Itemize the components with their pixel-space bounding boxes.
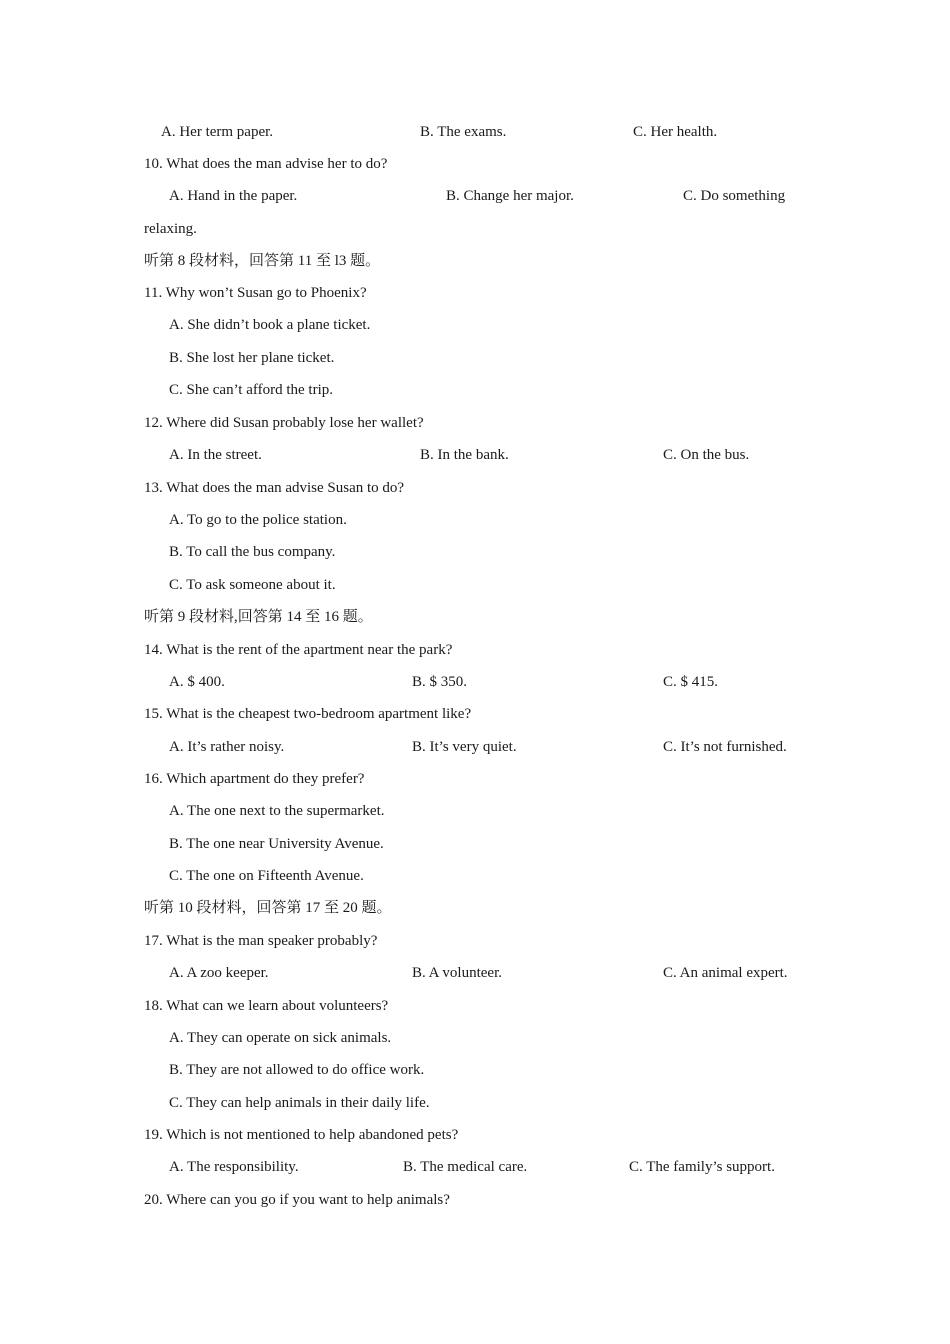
question-16: 16. Which apartment do they prefer? xyxy=(144,771,365,787)
q14-option-c: C. $ 415. xyxy=(663,674,719,690)
q14-option-a: A. $ 400. xyxy=(169,674,225,690)
q18-option-b: B. They are not allowed to do office work. xyxy=(169,1062,425,1078)
q15-option-a: A. It’s rather noisy. xyxy=(169,739,285,755)
q17-option-c: C. An animal expert. xyxy=(663,965,788,981)
question-15: 15. What is the cheapest two-bedroom apartment like? xyxy=(144,706,472,722)
section-9-heading: 听第 9 段材料,回答第 14 至 16 题。 xyxy=(144,609,373,625)
q19-option-b: B. The medical care. xyxy=(403,1159,528,1175)
q13-option-a: A. To go to the police station. xyxy=(169,512,347,528)
question-20: 20. Where can you go if you want to help animals? xyxy=(144,1192,450,1208)
q16-option-b: B. The one near University Avenue. xyxy=(169,836,384,852)
q15-option-c: C. It’s not furnished. xyxy=(663,739,787,755)
q9-option-c: C. Her health. xyxy=(633,124,718,140)
question-13: 13. What does the man advise Susan to do? xyxy=(144,480,405,496)
section-8-heading: 听第 8 段材料，回答第 11 至 l3 题。 xyxy=(144,253,381,269)
question-17: 17. What is the man speaker probably? xyxy=(144,933,378,949)
q12-option-a: A. In the street. xyxy=(169,447,262,463)
q10-option-c-continued: relaxing. xyxy=(144,221,197,237)
q19-option-a: A. The responsibility. xyxy=(169,1159,299,1175)
question-18: 18. What can we learn about volunteers? xyxy=(144,998,389,1014)
q10-option-a: A. Hand in the paper. xyxy=(169,188,298,204)
q9-option-b: B. The exams. xyxy=(420,124,507,140)
question-19: 19. Which is not mentioned to help abandoned pets? xyxy=(144,1127,459,1143)
question-10: 10. What does the man advise her to do? xyxy=(144,156,388,172)
q11-option-c: C. She can’t afford the trip. xyxy=(169,382,333,398)
q17-option-a: A. A zoo keeper. xyxy=(169,965,269,981)
q9-option-a: A. Her term paper. xyxy=(161,124,274,140)
question-12: 12. Where did Susan probably lose her wallet? xyxy=(144,415,424,431)
q16-option-a: A. The one next to the supermarket. xyxy=(169,803,385,819)
q19-option-c: C. The family’s support. xyxy=(629,1159,775,1175)
q12-option-b: B. In the bank. xyxy=(420,447,509,463)
q18-option-c: C. They can help animals in their daily life. xyxy=(169,1095,430,1111)
q10-option-b: B. Change her major. xyxy=(446,188,574,204)
section-10-heading: 听第 10 段材料，回答第 17 至 20 题。 xyxy=(144,900,392,916)
q11-option-a: A. She didn’t book a plane ticket. xyxy=(169,317,371,333)
q13-option-b: B. To call the bus company. xyxy=(169,544,336,560)
q12-option-c: C. On the bus. xyxy=(663,447,750,463)
q13-option-c: C. To ask someone about it. xyxy=(169,577,336,593)
q11-option-b: B. She lost her plane ticket. xyxy=(169,350,335,366)
q15-option-b: B. It’s very quiet. xyxy=(412,739,517,755)
q10-option-c: C. Do something xyxy=(683,188,786,204)
q14-option-b: B. $ 350. xyxy=(412,674,468,690)
question-14: 14. What is the rent of the apartment near the park? xyxy=(144,642,453,658)
q16-option-c: C. The one on Fifteenth Avenue. xyxy=(169,868,364,884)
q17-option-b: B. A volunteer. xyxy=(412,965,502,981)
q18-option-a: A. They can operate on sick animals. xyxy=(169,1030,392,1046)
question-11: 11. Why won’t Susan go to Phoenix? xyxy=(144,285,367,301)
